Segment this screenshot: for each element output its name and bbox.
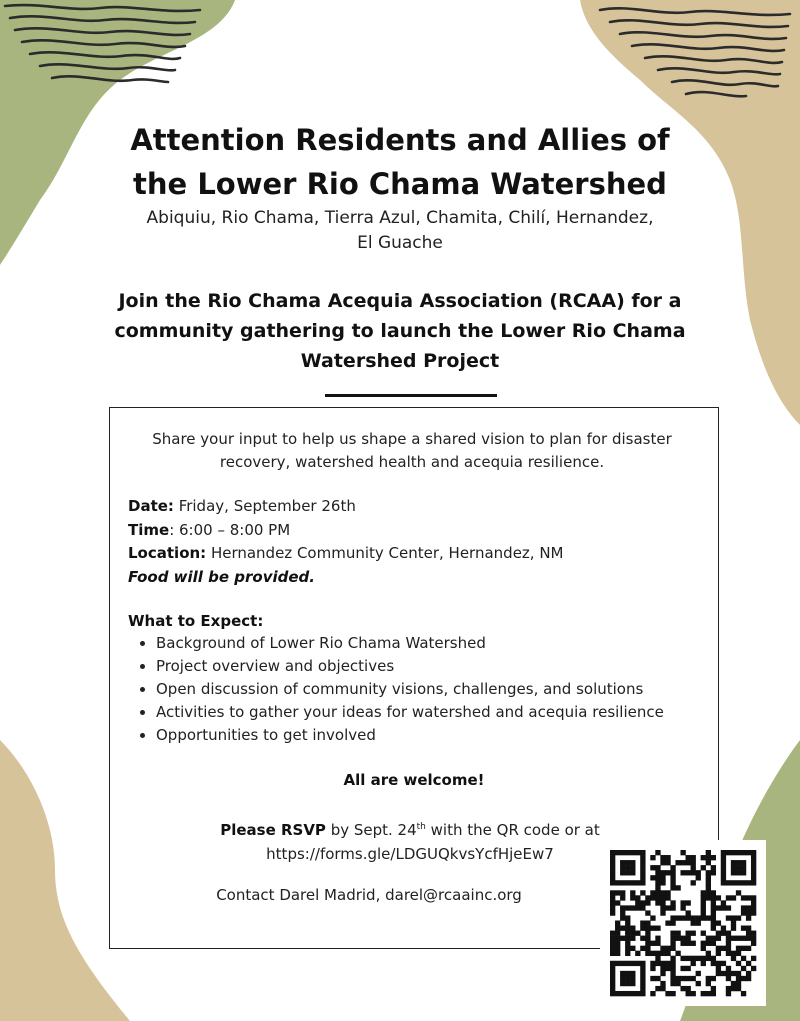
subtitle-line-3: Watershed Project	[300, 350, 500, 372]
list-item: • Open discussion of community visions, challenges, and solutions	[156, 678, 726, 701]
date-row	[128, 495, 698, 519]
list-item: • Project overview and objectives	[156, 655, 726, 678]
contact-text: Contact Darel Madrid, darel@rcaainc.org	[216, 886, 522, 904]
expect-list	[128, 632, 726, 747]
date-value: Friday, September 26th	[173, 497, 356, 515]
page-title	[0, 118, 800, 206]
welcome-text: All are welcome!	[343, 771, 485, 789]
qr-code-icon	[600, 840, 766, 1006]
title-line-2: the Lower Rio Chama Watershed	[133, 167, 667, 201]
rsvp-date: by Sept. 24	[325, 821, 417, 839]
rsvp-text	[140, 815, 680, 866]
rsvp-bold: Please RSVP	[220, 821, 326, 839]
time-row	[128, 519, 698, 543]
event-subtitle	[110, 286, 690, 376]
rsvp-link[interactable]: https://forms.gle/LDGUQkvsYcfHjeEw7	[266, 845, 554, 863]
subtitle-line-2: community gathering to launch the Lower Rio Chama	[114, 320, 686, 342]
expect-heading: What to Expect:	[128, 612, 264, 630]
communities-line-1: Abiquiu, Rio Chama, Tierra Azul, Chamita, Chilí, Hernandez,	[146, 208, 654, 228]
rsvp-line-1	[140, 815, 680, 842]
intro-line-2: recovery, watershed health and acequia resilience.	[219, 453, 605, 471]
event-details	[128, 495, 698, 589]
intro-text	[122, 428, 702, 474]
intro-line-1: Share your input to help us shape a shared vision to plan for disaster	[152, 430, 672, 448]
date-label: Date:	[128, 497, 174, 515]
communities-list	[110, 206, 690, 256]
time-label: Time	[128, 520, 170, 539]
food-note: Food will be provided.	[128, 567, 315, 586]
list-item: • Activities to gather your ideas for watershed and acequia resilience	[156, 701, 726, 724]
qr-code[interactable]	[600, 840, 766, 1006]
communities-line-2: El Guache	[357, 233, 443, 253]
time-value: : 6:00 – 8:00 PM	[169, 520, 291, 539]
divider	[325, 394, 497, 397]
rsvp-date-suffix: th	[416, 822, 426, 832]
title-line-1: Attention Residents and Allies of	[130, 123, 670, 157]
location-value: Hernandez Community Center, Hernandez, NM	[206, 544, 564, 562]
subtitle-line-1: Join the Rio Chama Acequia Association (RCAA) for a	[118, 290, 682, 312]
list-item: • Background of Lower Rio Chama Watershed	[156, 632, 726, 655]
location-row	[128, 542, 698, 566]
wavy-lines-top-right	[590, 0, 800, 100]
wavy-lines-top-left	[0, 0, 210, 95]
location-label: Location:	[128, 544, 207, 562]
rsvp-rest: with the QR code or at	[425, 821, 600, 839]
list-item: • Opportunities to get involved	[156, 724, 726, 747]
